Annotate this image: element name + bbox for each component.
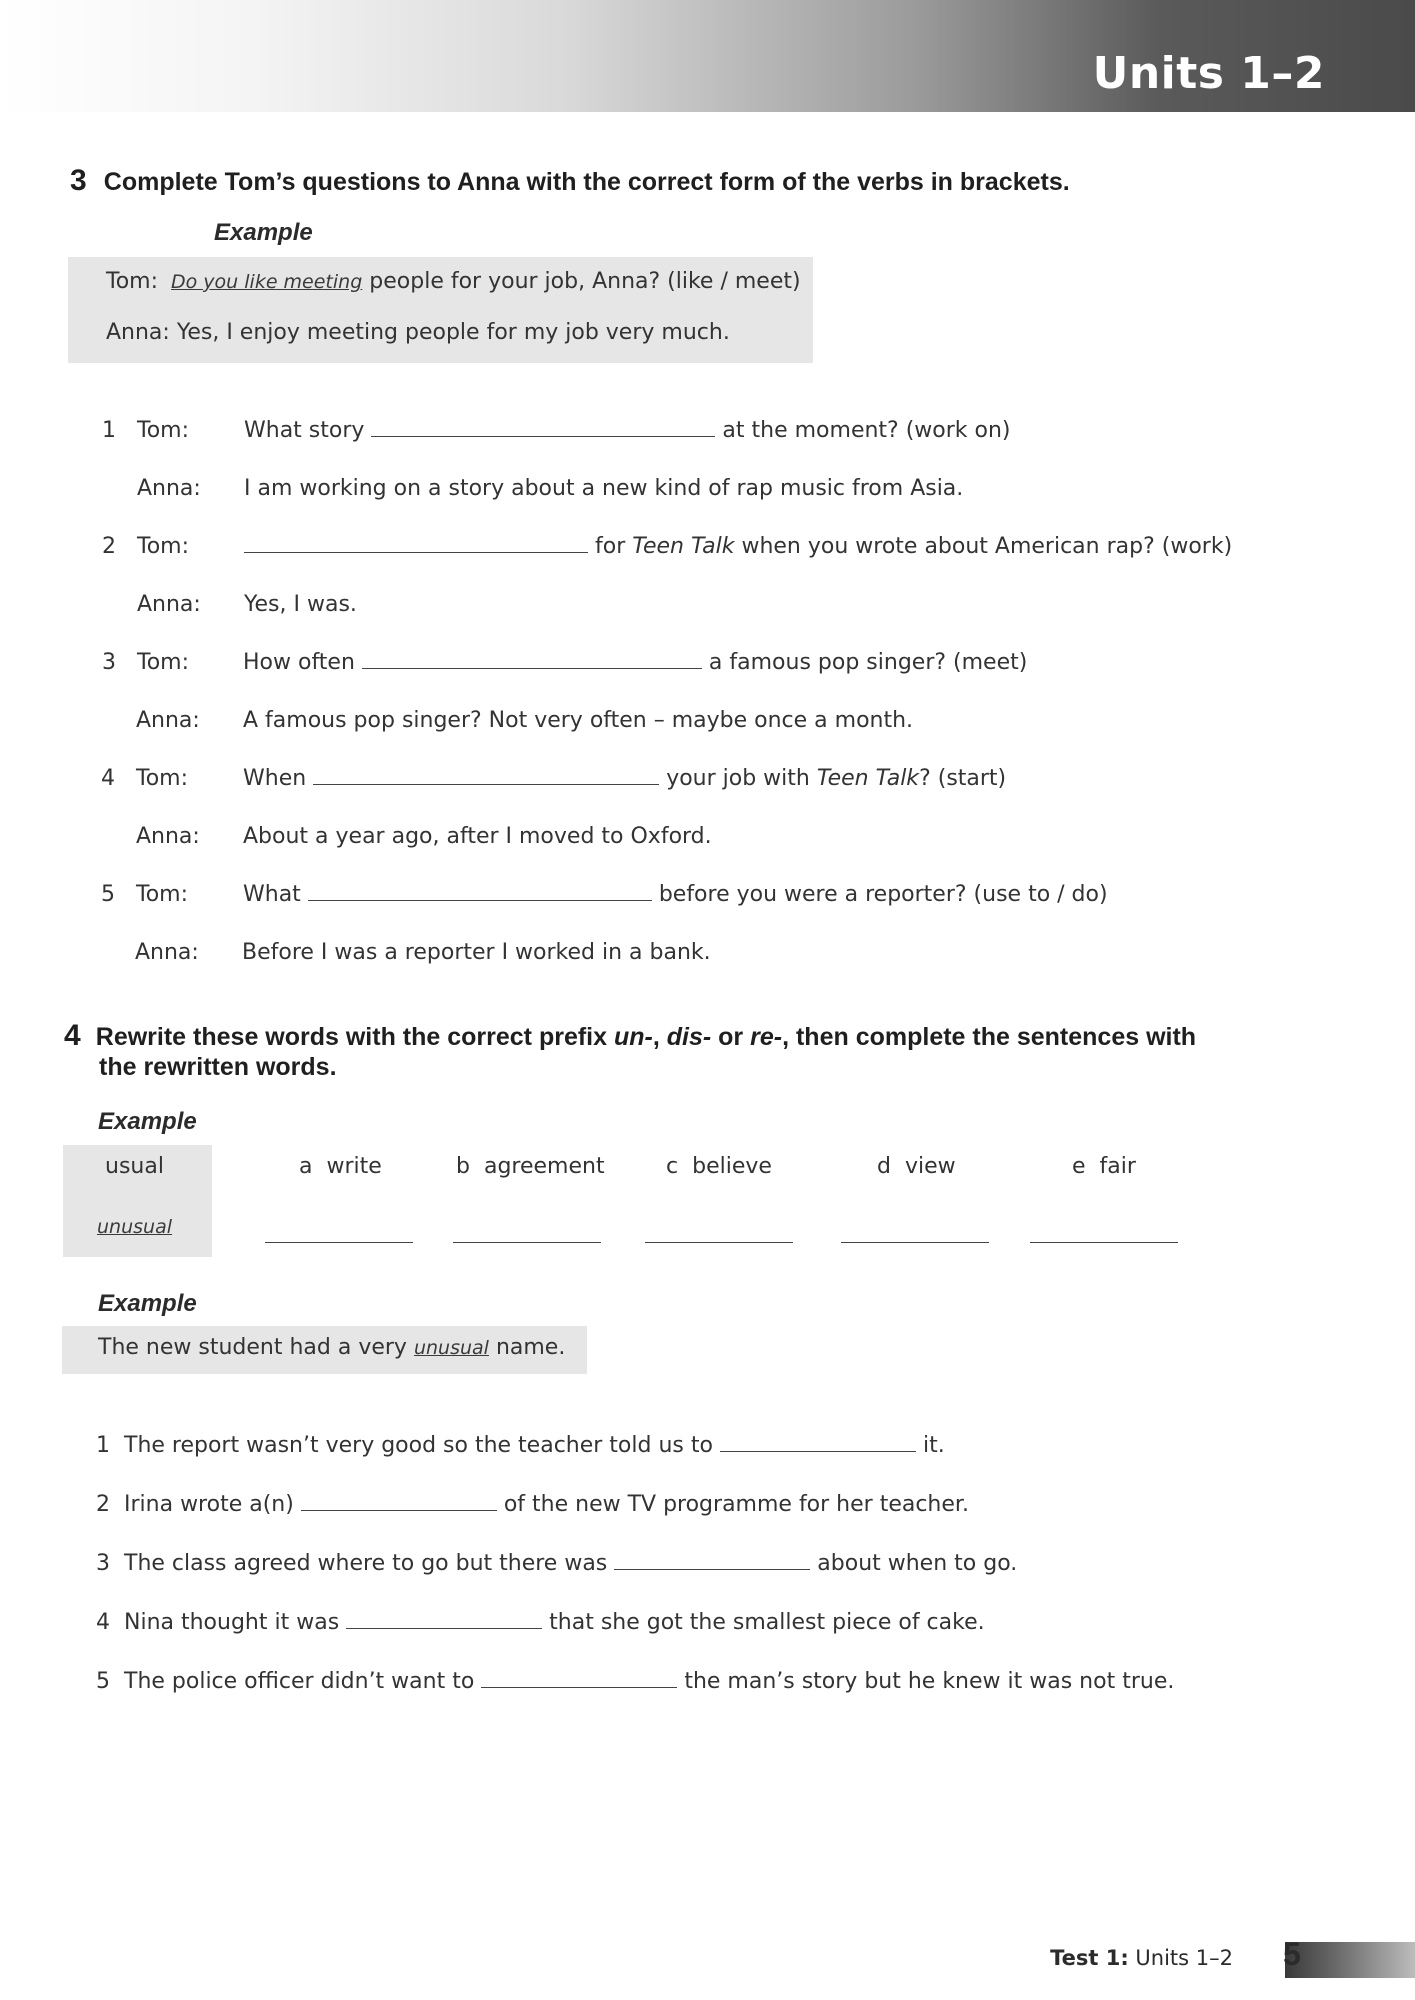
exercise-4-heading: [64, 1019, 1196, 1053]
item-post: the man’s story but he knew it was not true.: [684, 1669, 1175, 1694]
example-sentence-post: name.: [495, 1335, 566, 1360]
prefix-un: un-: [613, 1023, 653, 1051]
item-number: 5: [101, 882, 115, 907]
word-example-box: [63, 1145, 212, 1257]
item-pre: The report wasn’t very good so the teacher told us to: [124, 1433, 713, 1458]
list-item: [96, 1669, 1174, 1694]
item-post: when you wrote about American rap? (work): [734, 534, 1233, 559]
prefix-dis: dis-: [666, 1023, 712, 1051]
item-post: a famous pop singer? (meet): [708, 650, 1028, 675]
speaker-label: Anna:: [135, 940, 199, 965]
answer-blank[interactable]: [313, 783, 659, 785]
item-number: 3: [96, 1551, 110, 1576]
item-text: About a year ago, after I moved to Oxford.: [243, 824, 712, 849]
word-letter: c: [666, 1154, 679, 1179]
item-post: before you were a reporter? (use to / do): [658, 882, 1108, 907]
item-post: your job with: [666, 766, 817, 791]
speaker-label: Anna:: [136, 708, 200, 733]
item-pre: Nina thought it was: [124, 1610, 340, 1635]
item-text: [243, 650, 1027, 675]
item-pre: What: [243, 882, 301, 907]
item-number: 4: [101, 766, 115, 791]
item-post: of the new TV programme for her teacher.: [503, 1492, 969, 1517]
item-number: 2: [102, 534, 116, 559]
speaker-tom: Tom:: [106, 269, 159, 294]
answer-blank[interactable]: [614, 1568, 810, 1570]
item-number: 1: [96, 1433, 110, 1458]
item-text: [243, 882, 1108, 907]
page-title: Units 1–2: [1092, 48, 1325, 99]
answer-blank[interactable]: [371, 435, 715, 437]
list-item: [96, 1610, 985, 1635]
word-item: [877, 1154, 956, 1179]
example-label: Example: [214, 219, 313, 246]
item-number: 3: [102, 650, 116, 675]
item-text: Yes, I was.: [244, 592, 357, 617]
instruction-part: or: [711, 1023, 751, 1051]
item-pre: The class agreed where to go but there was: [124, 1551, 608, 1576]
item-pre: What story: [244, 418, 365, 443]
exercise-number: 4: [64, 1019, 81, 1052]
instruction-part: ,: [652, 1023, 667, 1051]
item-text: Before I was a reporter I worked in a bank.: [242, 940, 711, 965]
list-item: [96, 1492, 969, 1517]
speaker-label: Tom:: [137, 534, 190, 559]
item-number: 4: [96, 1610, 110, 1635]
example-answer: Do you like meeting: [171, 271, 363, 293]
list-item: [96, 1551, 1017, 1576]
item-text: A famous pop singer? Not very often – maybe once a month.: [243, 708, 914, 733]
word-letter: e: [1072, 1154, 1086, 1179]
example-anna-line: Anna: Yes, I enjoy meeting people for my job very much.: [106, 320, 730, 345]
exercise-3-heading: [70, 164, 1070, 198]
item-post: ? (start): [919, 766, 1007, 791]
answer-blank[interactable]: [841, 1242, 989, 1243]
page-number: 5: [1283, 1936, 1301, 1972]
example-tom-rest: people for your job, Anna? (like / meet): [369, 269, 801, 294]
example-label: Example: [98, 1290, 197, 1317]
example-sentence-pre: The new student had a very: [98, 1335, 407, 1360]
item-pre: How often: [243, 650, 355, 675]
answer-blank[interactable]: [1030, 1242, 1178, 1243]
word-text: fair: [1099, 1154, 1136, 1179]
item-text: [244, 534, 1232, 559]
word-text: agreement: [483, 1154, 605, 1179]
speaker-label: Tom:: [137, 418, 190, 443]
exercise-instruction-line-2: the rewritten words.: [99, 1053, 337, 1081]
item-text: I am working on a story about a new kind of rap music from Asia.: [244, 476, 964, 501]
item-pre: Irina wrote a(n): [124, 1492, 294, 1517]
item-post: that she got the smallest piece of cake.: [549, 1610, 985, 1635]
example-tom-line: [106, 269, 801, 294]
instruction-part: Rewrite these words with the correct prefix: [95, 1023, 614, 1051]
word-letter: b: [456, 1154, 470, 1179]
answer-blank[interactable]: [453, 1242, 601, 1243]
word-text: believe: [692, 1154, 772, 1179]
item-post-italic: Teen Talk: [816, 766, 920, 791]
word-item: [666, 1154, 772, 1179]
footer-label: [1050, 1946, 1233, 1970]
item-number: 1: [102, 418, 116, 443]
speaker-label: Tom:: [136, 882, 189, 907]
word-item: [299, 1154, 382, 1179]
speaker-label: Anna:: [136, 824, 200, 849]
example-answer: unusual: [413, 1337, 489, 1359]
prefix-re: re-: [750, 1023, 783, 1051]
example-word: usual: [105, 1154, 164, 1179]
answer-blank[interactable]: [346, 1627, 542, 1629]
speaker-label: Anna:: [137, 592, 201, 617]
item-number: 5: [96, 1669, 110, 1694]
answer-blank[interactable]: [244, 551, 588, 553]
answer-blank[interactable]: [362, 667, 702, 669]
item-post: about when to go.: [817, 1551, 1018, 1576]
answer-blank[interactable]: [720, 1450, 916, 1452]
item-post-italic: Teen Talk: [632, 534, 735, 559]
item-post: at the moment? (work on): [722, 418, 1011, 443]
exercise-instruction: [96, 1023, 1196, 1051]
item-pre: The police officer didn’t want to: [124, 1669, 475, 1694]
answer-blank[interactable]: [481, 1686, 677, 1688]
item-text: [243, 766, 1006, 791]
example-sentence: [98, 1335, 565, 1360]
example-answer: unusual: [97, 1216, 172, 1238]
item-pre: When: [243, 766, 307, 791]
item-post: it.: [922, 1433, 945, 1458]
word-text: view: [904, 1154, 956, 1179]
item-post: for: [595, 534, 633, 559]
item-text: [244, 418, 1011, 443]
answer-blank[interactable]: [645, 1242, 793, 1243]
example-label: Example: [98, 1108, 197, 1135]
word-item: [456, 1154, 605, 1179]
speaker-label: Anna:: [137, 476, 201, 501]
exercise-number: 3: [70, 164, 87, 197]
word-item: [1072, 1154, 1136, 1179]
footer-test-label: Test 1:: [1050, 1946, 1129, 1970]
answer-blank[interactable]: [308, 899, 652, 901]
instruction-part: , then complete the sentences with: [782, 1023, 1197, 1051]
answer-blank[interactable]: [301, 1509, 497, 1511]
footer-units: Units 1–2: [1128, 1946, 1233, 1970]
sentence-example-box: [62, 1326, 587, 1374]
exercise-instruction: Complete Tom’s questions to Anna with the correct form of the verbs in brackets.: [103, 168, 1070, 196]
word-text: write: [326, 1154, 382, 1179]
example-box: [68, 257, 813, 363]
word-letter: d: [877, 1154, 891, 1179]
speaker-label: Tom:: [136, 766, 189, 791]
list-item: [96, 1433, 945, 1458]
speaker-label: Tom:: [137, 650, 190, 675]
footer-band: [1285, 1942, 1415, 1978]
item-number: 2: [96, 1492, 110, 1517]
answer-blank[interactable]: [265, 1242, 413, 1243]
word-letter: a: [299, 1154, 313, 1179]
